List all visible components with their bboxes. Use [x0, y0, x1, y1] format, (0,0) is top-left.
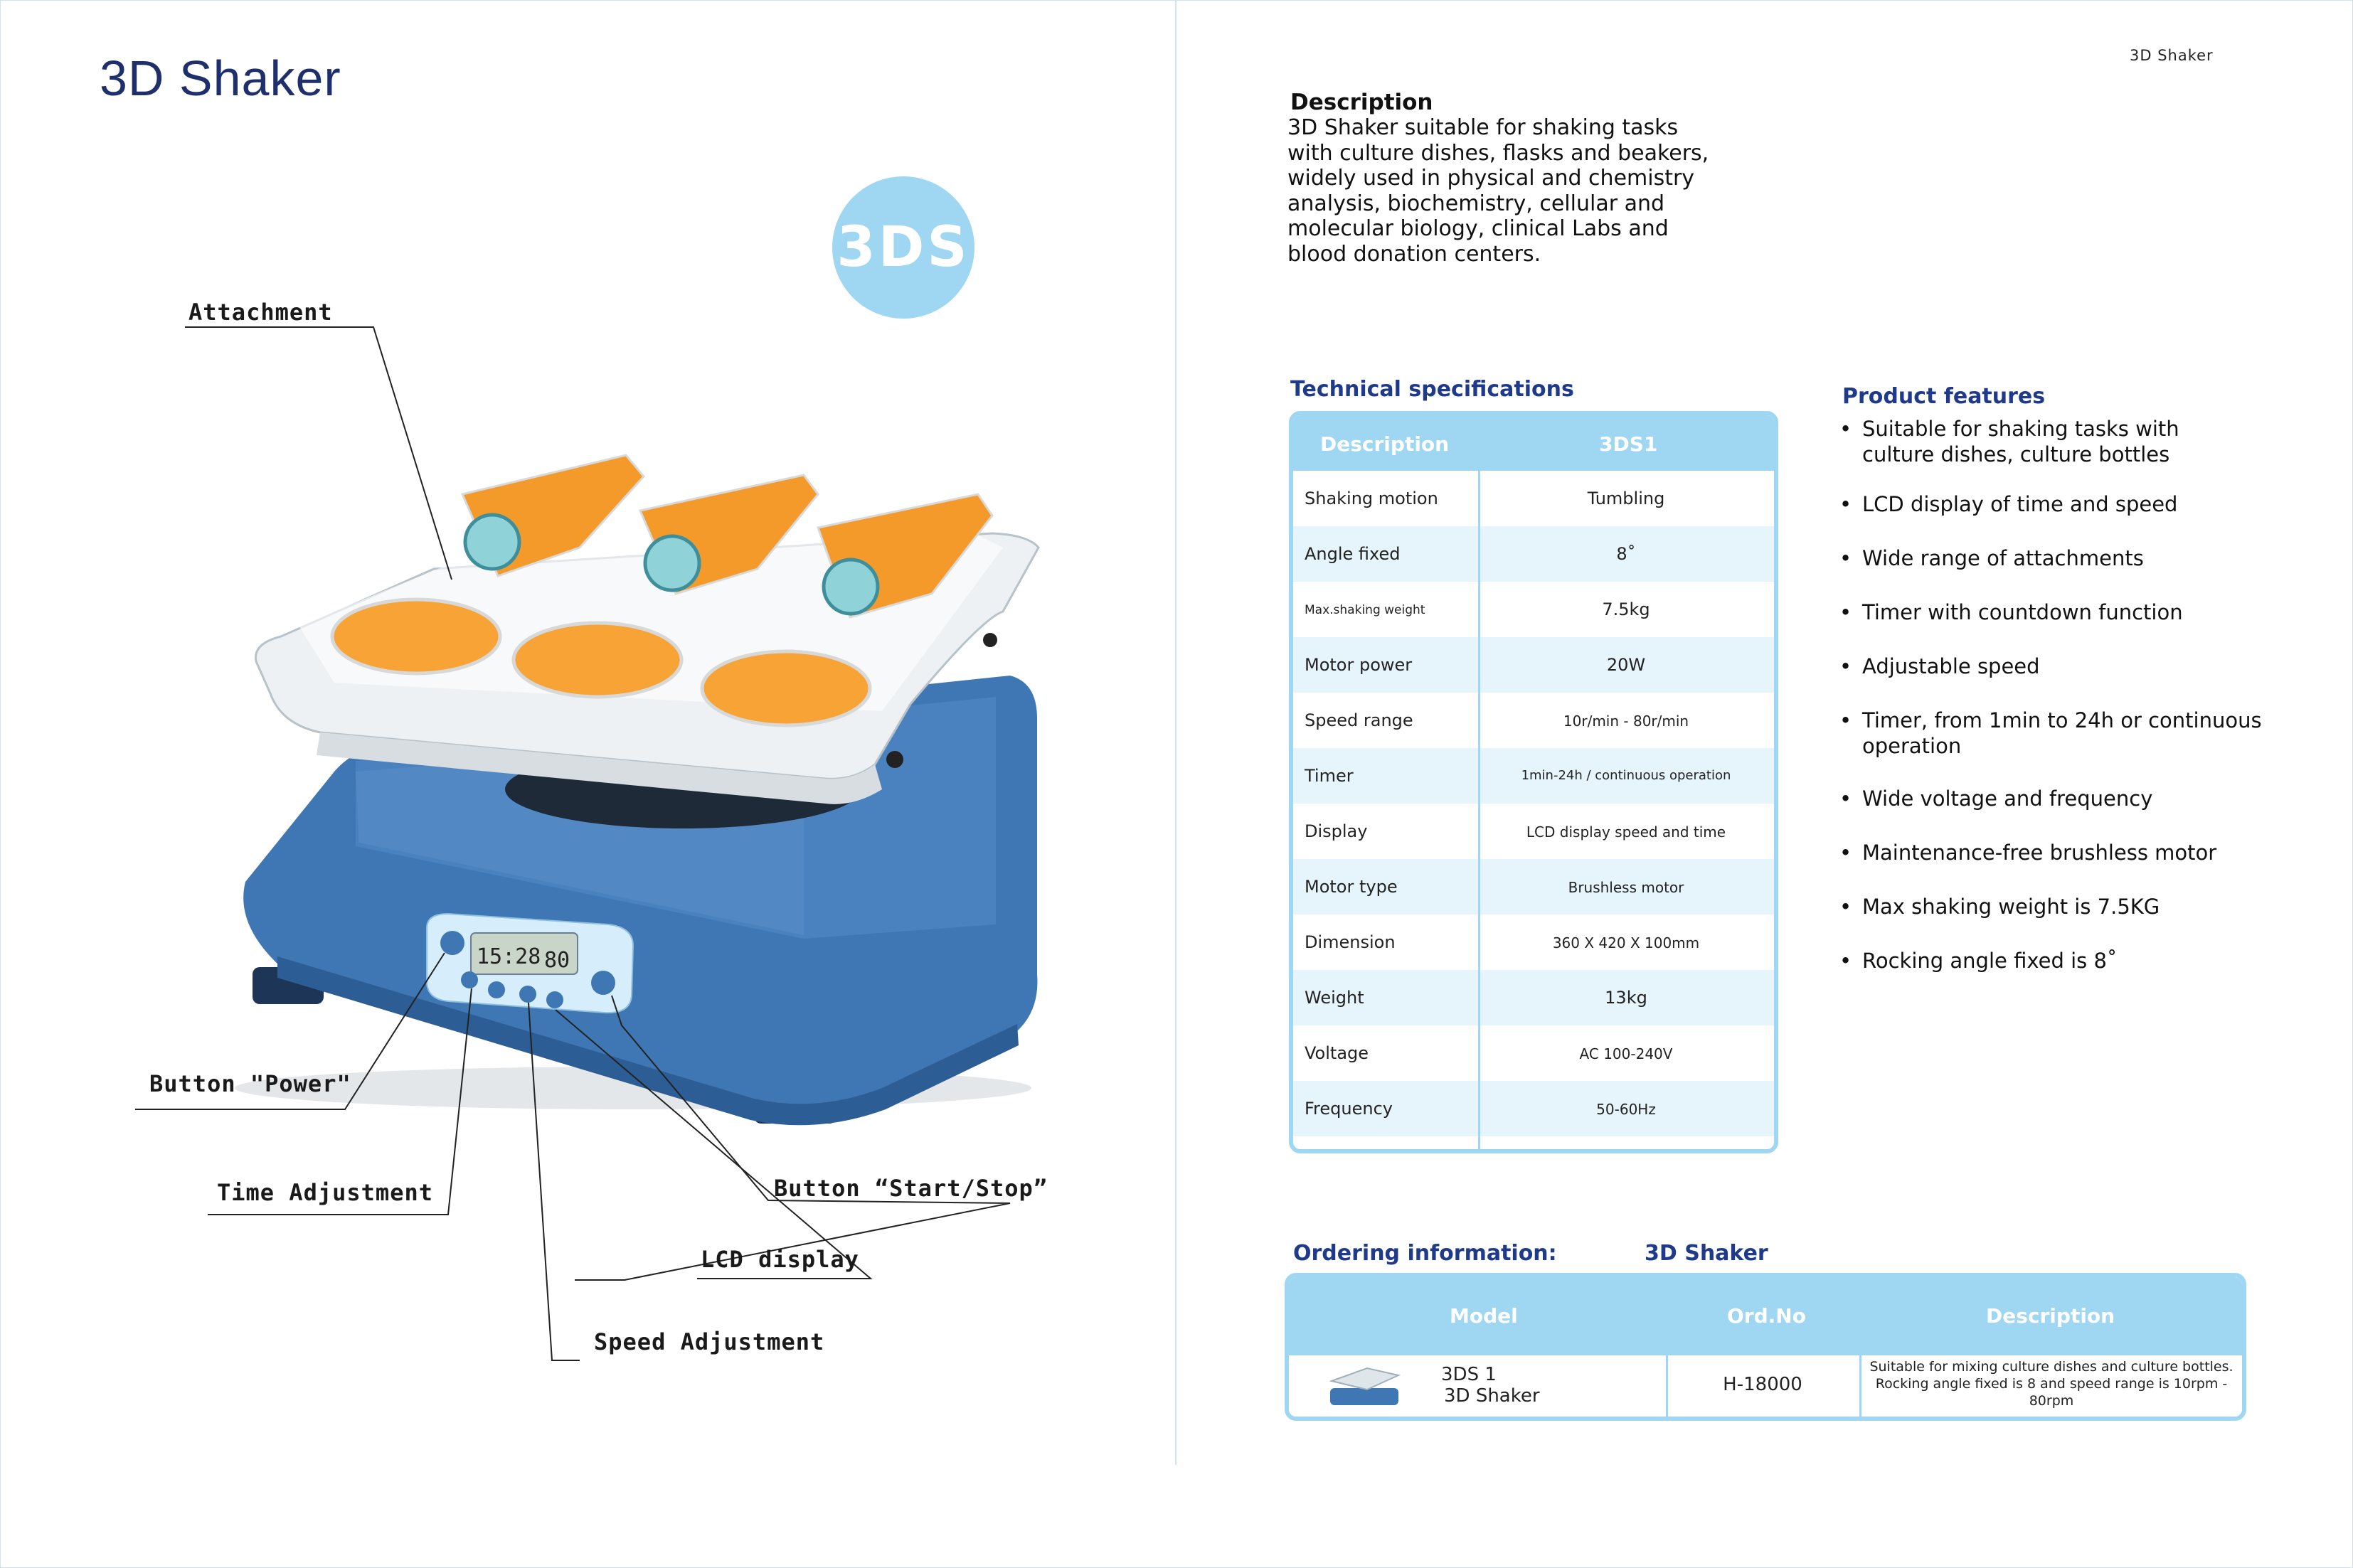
ordering-title: Ordering information:: [1293, 1241, 1557, 1266]
ordering-header-ordno: Ord.No: [1727, 1304, 1806, 1328]
lcd-time-readout: 15:28: [477, 944, 541, 969]
description-body: 3D Shaker suitable for shaking tasks with culture dishes, flasks and beakers, widely used in physical and chemistry analysis, biochemistry, cellular and molecular biology, clinical Labs and blood donation centers.: [1287, 115, 1709, 267]
product-thumbnail: [1324, 1360, 1403, 1409]
time-up-button-icon: [461, 971, 478, 988]
bullet-icon: •: [1839, 546, 1852, 570]
bullet-icon: •: [1839, 417, 1852, 441]
bullet-icon: •: [1839, 841, 1852, 865]
spec-key: Dimension: [1305, 932, 1396, 952]
speed-up-button-icon: [519, 986, 536, 1003]
description-title: Description: [1290, 90, 1433, 115]
spec-value: AC 100-240V: [1579, 1045, 1673, 1062]
spec-key: Voltage: [1305, 1043, 1369, 1063]
spec-row: [1293, 582, 1774, 637]
bullet-icon: •: [1839, 600, 1852, 624]
time-down-button-icon: [488, 981, 505, 998]
bullet-icon: •: [1839, 949, 1852, 973]
spec-key: Weight: [1305, 988, 1364, 1008]
spec-row: [1293, 748, 1774, 804]
callout-lcd-display: LCD display: [701, 1246, 859, 1273]
spec-key: Max.shaking weight: [1305, 603, 1425, 617]
spec-key: Timer: [1305, 766, 1354, 786]
spec-row: [1293, 970, 1774, 1025]
bullet-icon: •: [1839, 708, 1852, 732]
spec-value: 7.5kg: [1602, 599, 1650, 619]
bullet-icon: •: [1839, 895, 1852, 919]
tech-specs-header: [1293, 415, 1774, 471]
spec-row: [1293, 859, 1774, 914]
spec-value: 10r/min - 80r/min: [1563, 713, 1689, 730]
spec-key: Display: [1305, 821, 1368, 841]
spec-key: Motor power: [1305, 655, 1413, 675]
spec-value: 20W: [1606, 655, 1646, 675]
callout-power-button: Button "Power": [149, 1070, 351, 1097]
ordering-model-line2: 3D Shaker: [1444, 1385, 1540, 1407]
tech-specs-title: Technical specifications: [1290, 377, 1574, 402]
spec-value: Brushless motor: [1568, 879, 1684, 896]
spec-column-divider: [1478, 471, 1480, 1153]
ordering-header-model: Model: [1450, 1304, 1518, 1328]
spec-key: Motor type: [1305, 877, 1398, 897]
callout-speed-adjustment: Speed Adjustment: [594, 1328, 825, 1355]
ordering-description: Suitable for mixing culture dishes and culture bottles. Rocking angle fixed is 8 and speed range is 10rpm - 80rpm: [1869, 1359, 2234, 1409]
speed-down-button-icon: [546, 991, 563, 1008]
tech-specs-header-col1: Description: [1320, 432, 1450, 456]
spec-value: LCD display speed and time: [1526, 823, 1726, 841]
page-title: 3D Shaker: [100, 50, 341, 106]
spec-key: Shaking motion: [1305, 489, 1438, 508]
spec-row: [1293, 471, 1774, 526]
ordering-header: [1289, 1277, 2242, 1355]
callout-attachment: Attachment: [188, 299, 333, 326]
ordering-model-line1: 3DS 1: [1441, 1364, 1497, 1385]
ordering-ord-no: H-18000: [1723, 1374, 1802, 1395]
tech-specs-table: [1289, 411, 1778, 1153]
start-stop-button-icon: [591, 971, 615, 995]
callout-start-stop-button: Button “Start/Stop”: [774, 1175, 1048, 1202]
features-title: Product features: [1842, 384, 2046, 409]
bullet-icon: •: [1839, 786, 1852, 811]
spec-value: 8˚: [1616, 544, 1636, 564]
spec-value: 50-60Hz: [1596, 1101, 1656, 1118]
ordering-column-divider: [1859, 1355, 1861, 1419]
running-header: 3D Shaker: [2130, 47, 2214, 64]
spec-key: Frequency: [1305, 1099, 1393, 1119]
power-button-icon: [440, 931, 464, 955]
spec-row: [1293, 526, 1774, 582]
ordering-header-description: Description: [1986, 1304, 2115, 1328]
bullet-icon: •: [1839, 654, 1852, 678]
model-badge: 3DS: [832, 176, 974, 319]
lcd-speed-readout: 80: [544, 948, 570, 973]
spec-value: 1min-24h / continuous operation: [1521, 768, 1731, 783]
control-panel: [427, 914, 633, 1013]
tech-specs-header-col2: 3DS1: [1599, 432, 1658, 456]
spec-key: Speed range: [1305, 710, 1413, 730]
spec-value: Tumbling: [1587, 489, 1665, 508]
callout-time-adjustment: Time Adjustment: [217, 1179, 433, 1206]
spec-value: 360 X 420 X 100mm: [1552, 934, 1700, 951]
spec-row: [1293, 637, 1774, 693]
spec-row: [1293, 914, 1774, 970]
spec-value: 13kg: [1605, 988, 1647, 1008]
ordering-subtitle: 3D Shaker: [1645, 1241, 1768, 1266]
spec-row: [1293, 804, 1774, 859]
ordering-table: [1285, 1273, 2246, 1421]
spec-key: Angle fixed: [1305, 544, 1401, 564]
spec-row: [1293, 693, 1774, 748]
bullet-icon: •: [1839, 492, 1852, 516]
spec-row: [1293, 1081, 1774, 1136]
spec-row: [1293, 1025, 1774, 1081]
